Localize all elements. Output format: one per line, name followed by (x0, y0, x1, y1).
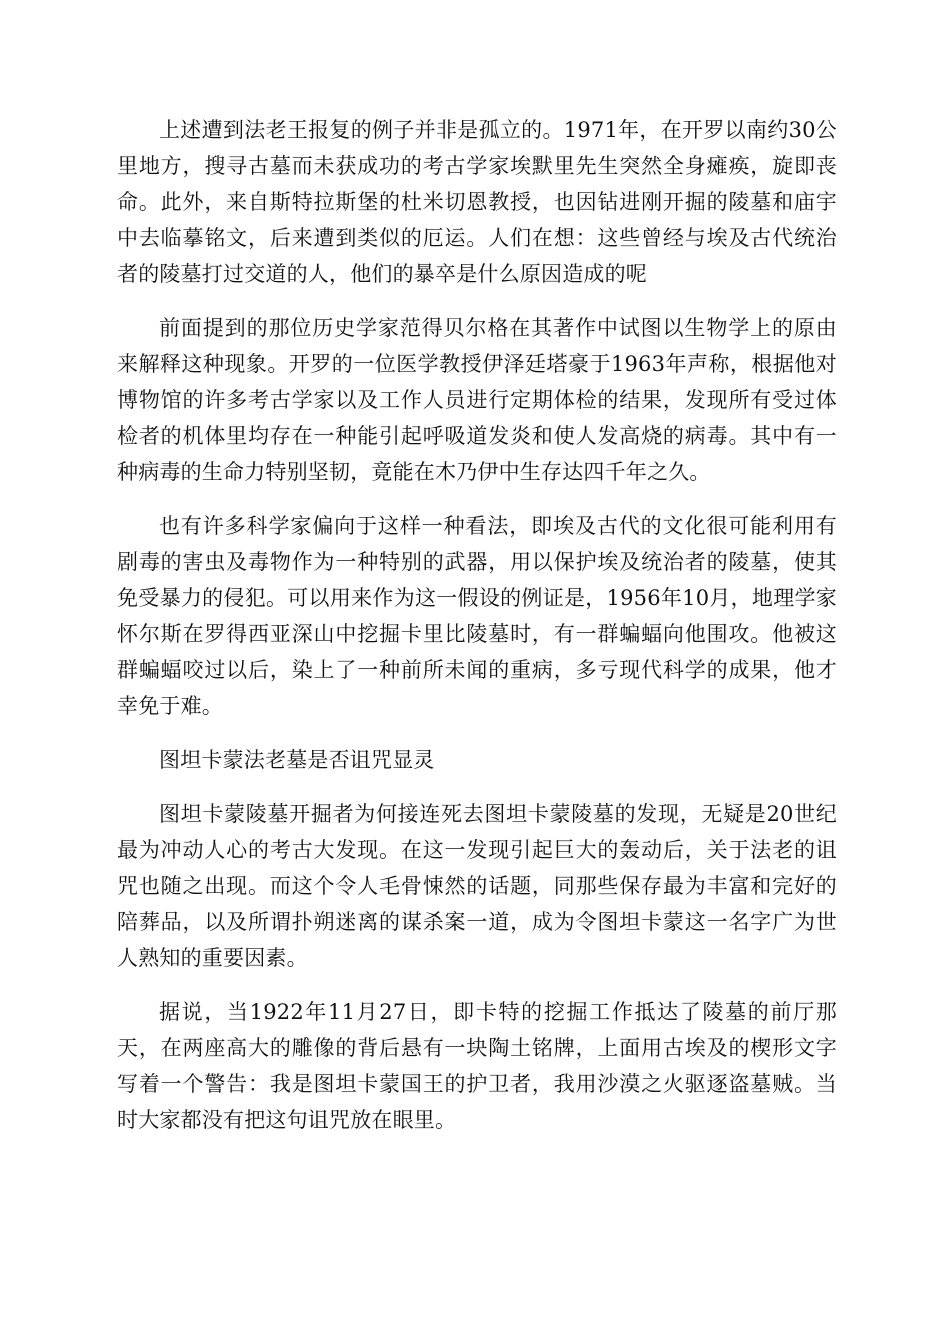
paragraph-1: 上述遭到法老王报复的例子并非是孤立的。1971年，在开罗以南约30公里地方，搜寻古墓而未获成功的考古学家埃默里先生突然全身瘫痪，旋即丧命。此外，来自斯特拉斯堡的杜米切恩教授，也因钻进刚开掘的陵墓和庙宇中去临摹铭文，后来遭到类似的厄运。人们在想：这些曾经与埃及古代统治者的陵墓打过交道的人，他们的暴卒是什么原因造成的呢 (117, 118, 837, 286)
section-heading: 图坦卡蒙法老墓是否诅咒显灵 (159, 748, 435, 772)
paragraph-4: 图坦卡蒙陵墓开掘者为何接连死去图坦卡蒙陵墓的发现，无疑是20世纪最为冲动人心的考古大发现。在这一发现引起巨大的轰动后，关于法老的诅咒也随之出现。而这个令人毛骨悚然的话题，同那些保存最为丰富和完好的陪葬品，以及所谓扑朔迷离的谋杀案一道，成为令图坦卡蒙这一名字广为世人熟知的重要因素。 (117, 802, 837, 970)
paragraph-3: 也有许多科学家偏向于这样一种看法，即埃及古代的文化很可能利用有剧毒的害虫及毒物作为一种特别的武器，用以保护埃及统治者的陵墓，使其免受暴力的侵犯。可以用来作为这一假设的例证是，1956年10月，地理学家怀尔斯在罗得西亚深山中挖掘卡里比陵墓时，有一群蝙蝠向他围攻。他被这群蝙蝠咬过以后，染上了一种前所未闻的重病，多亏现代科学的成果，他才幸免于难。 (117, 514, 837, 718)
document-page (117, 112, 837, 1156)
paragraph-5: 据说，当1922年11月27日，即卡特的挖掘工作抵达了陵墓的前厅那天，在两座高大的雕像的背后悬有一块陶土铭牌，上面用古埃及的楔形文字写着一个警告：我是图坦卡蒙国王的护卫者，我用沙漠之火驱逐盗墓贼。当时大家都没有把这句诅咒放在眼里。 (117, 1000, 837, 1132)
paragraph-2: 前面提到的那位历史学家范得贝尔格在其著作中试图以生物学上的原由来解释这种现象。开罗的一位医学教授伊泽廷塔豪于1963年声称，根据他对博物馆的许多考古学家以及工作人员进行定期体检的结果，发现所有受过体检者的机体里均存在一种能引起呼吸道发炎和使人发高烧的病毒。其中有一种病毒的生命力特别坚韧，竟能在木乃伊中生存达四千年之久。 (117, 316, 837, 484)
